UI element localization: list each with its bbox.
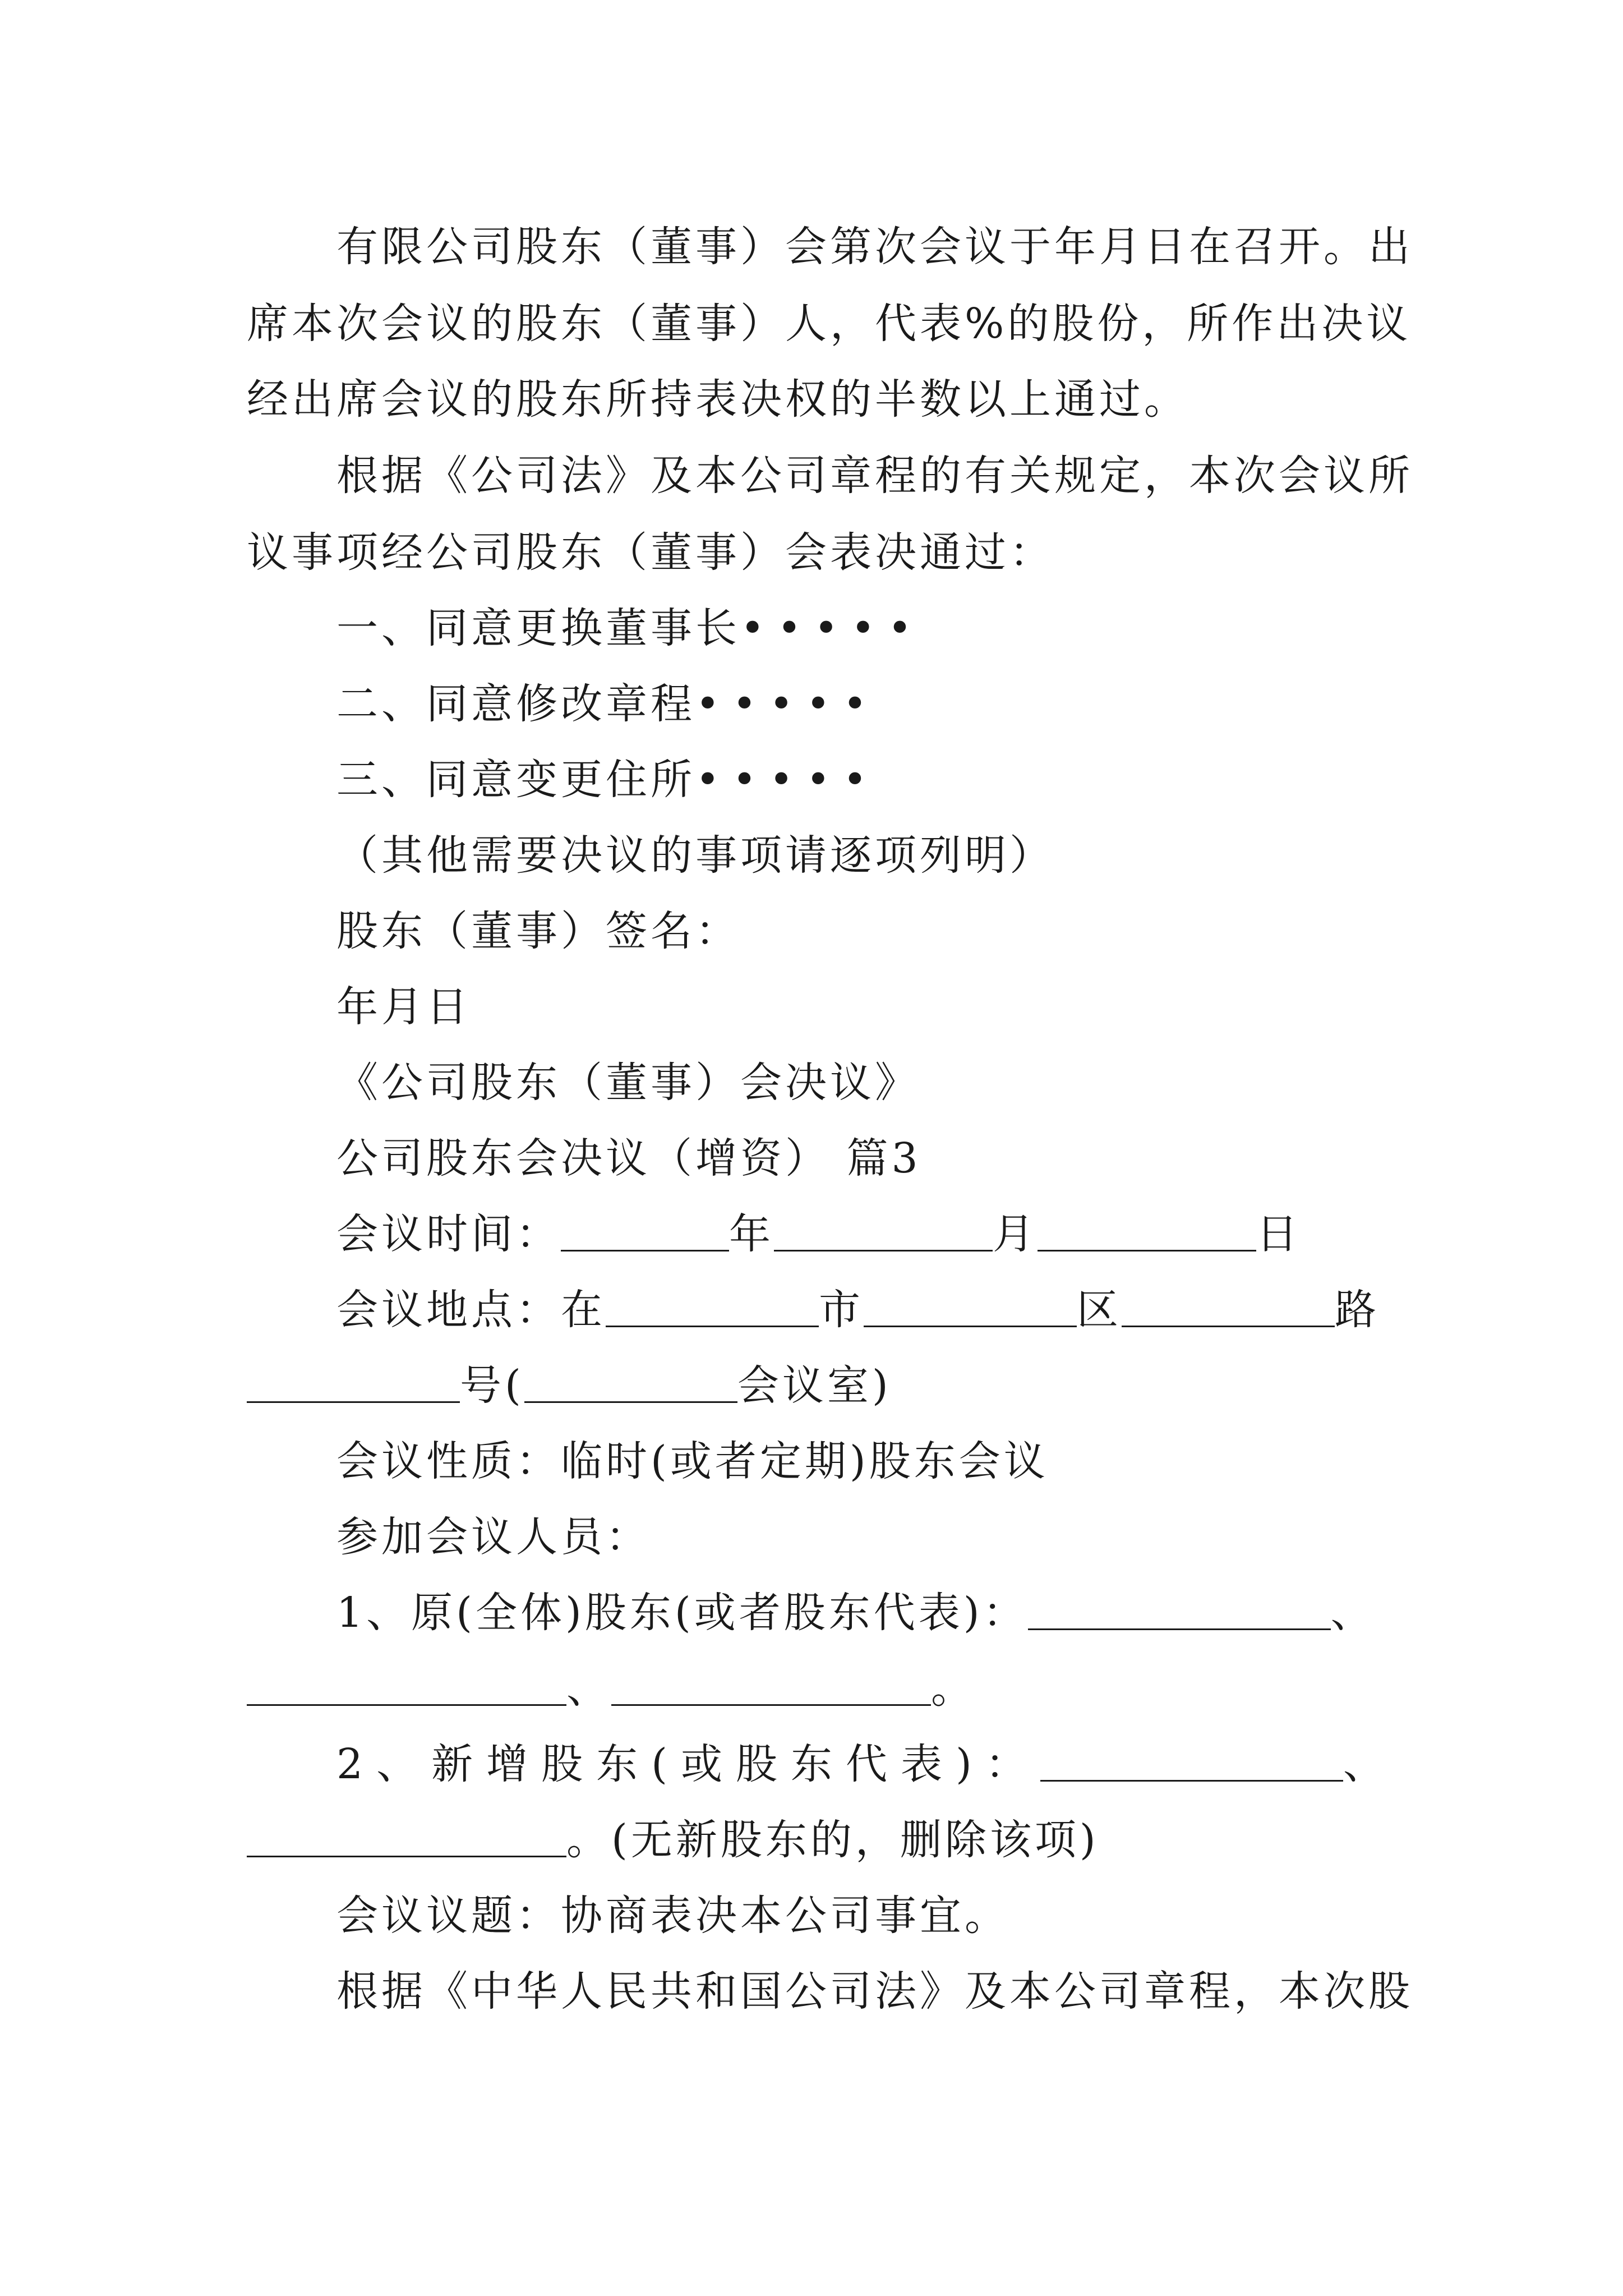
district-blank bbox=[864, 1282, 1077, 1327]
document-title-reference: 《公司股东（董事）会决议》 bbox=[336, 1059, 920, 1107]
room-blank bbox=[524, 1358, 737, 1403]
meeting-nature: 会议性质：临时(或者定期)股东会议 bbox=[336, 1437, 1049, 1485]
attendee-2-blank-2 bbox=[247, 1812, 566, 1857]
attendee-1-end: 。 bbox=[931, 1664, 976, 1713]
day-text: 日 bbox=[1256, 1210, 1301, 1258]
other-items-note: （其他需要决议的事项请逐项列明） bbox=[336, 831, 1054, 880]
attendee-2-line-2 bbox=[247, 1812, 1099, 1868]
attendee-1-separator: 、 bbox=[1330, 1589, 1376, 1637]
attendee-1-blank-2 bbox=[247, 1660, 566, 1706]
signature-label: 股东（董事）签名： bbox=[336, 907, 740, 955]
ellipsis-dots: ••••• bbox=[695, 756, 880, 804]
attendee-2-line-1 bbox=[336, 1736, 1398, 1792]
attendee-2-text: 2、新增股东(或股东代表)： bbox=[336, 1740, 1040, 1788]
resolution-item-2 bbox=[336, 676, 879, 732]
resolution-item-1 bbox=[336, 600, 924, 656]
attendee-1-blank-1 bbox=[1028, 1585, 1331, 1630]
resolution-item-2-text: 二、同意修改章程 bbox=[336, 680, 695, 728]
meeting-place-line-1 bbox=[336, 1282, 1380, 1338]
resolution-item-1-text: 一、同意更换董事长 bbox=[336, 604, 740, 652]
meeting-place-line-2 bbox=[247, 1358, 892, 1414]
attendee-1-blank-3 bbox=[611, 1660, 931, 1706]
road-text: 路 bbox=[1335, 1286, 1380, 1334]
paragraph-1-line-1: 有限公司股东（董事）会第次会议于年月日在召开。出 bbox=[336, 223, 1413, 271]
meeting-time-line bbox=[336, 1206, 1301, 1262]
ellipsis-dots: ••••• bbox=[695, 680, 880, 728]
month-blank bbox=[774, 1206, 993, 1251]
city-text: 市 bbox=[819, 1286, 864, 1334]
road-blank bbox=[1122, 1282, 1335, 1327]
paragraph-1-line-3: 经出席会议的股东所持表决权的半数以上通过。 bbox=[247, 375, 1189, 424]
number-blank bbox=[247, 1358, 460, 1403]
paragraph-2-line-2: 议事项经公司股东（董事）会表决通过： bbox=[247, 528, 1054, 577]
room-text: 会议室) bbox=[737, 1361, 892, 1410]
resolution-item-3-text: 三、同意变更住所 bbox=[336, 756, 695, 804]
date-line: 年月日 bbox=[336, 983, 471, 1031]
resolution-item-3 bbox=[336, 752, 879, 808]
attendee-2-separator: 、 bbox=[1343, 1740, 1398, 1788]
attendee-1-separator-2: 、 bbox=[566, 1664, 611, 1713]
paragraph-1-line-2: 席本次会议的股东（董事）人，代表%的股份，所作出决议 bbox=[247, 300, 1412, 348]
year-blank bbox=[561, 1206, 729, 1251]
attendees-label: 参加会议人员： bbox=[336, 1513, 651, 1561]
month-text: 月 bbox=[993, 1210, 1038, 1258]
district-text: 区 bbox=[1077, 1286, 1122, 1334]
attendee-2-blank-1 bbox=[1040, 1736, 1343, 1782]
attendee-2-end: 。(无新股东的，删除该项) bbox=[566, 1816, 1099, 1864]
meeting-topic: 会议议题：协商表决本公司事宜。 bbox=[336, 1892, 1009, 1940]
attendee-1-text: 1、原(全体)股东(或者股东代表)： bbox=[336, 1589, 1028, 1637]
year-text: 年 bbox=[729, 1210, 774, 1258]
city-blank bbox=[606, 1282, 819, 1327]
day-blank bbox=[1038, 1206, 1256, 1251]
closing-line: 根据《中华人民共和国公司法》及本公司章程，本次股 bbox=[336, 1967, 1413, 2016]
paragraph-2-line-1: 根据《公司法》及本公司章程的有关规定，本次会议所 bbox=[336, 452, 1413, 500]
attendee-1-line-1 bbox=[336, 1585, 1376, 1641]
ellipsis-dots: ••••• bbox=[740, 604, 925, 652]
attendee-1-line-2 bbox=[247, 1660, 976, 1717]
number-text: 号( bbox=[460, 1361, 524, 1410]
meeting-place-label: 会议地点：在 bbox=[336, 1286, 606, 1334]
meeting-time-label: 会议时间： bbox=[336, 1210, 561, 1258]
section-heading: 公司股东会决议（增资） 篇3 bbox=[336, 1134, 921, 1182]
